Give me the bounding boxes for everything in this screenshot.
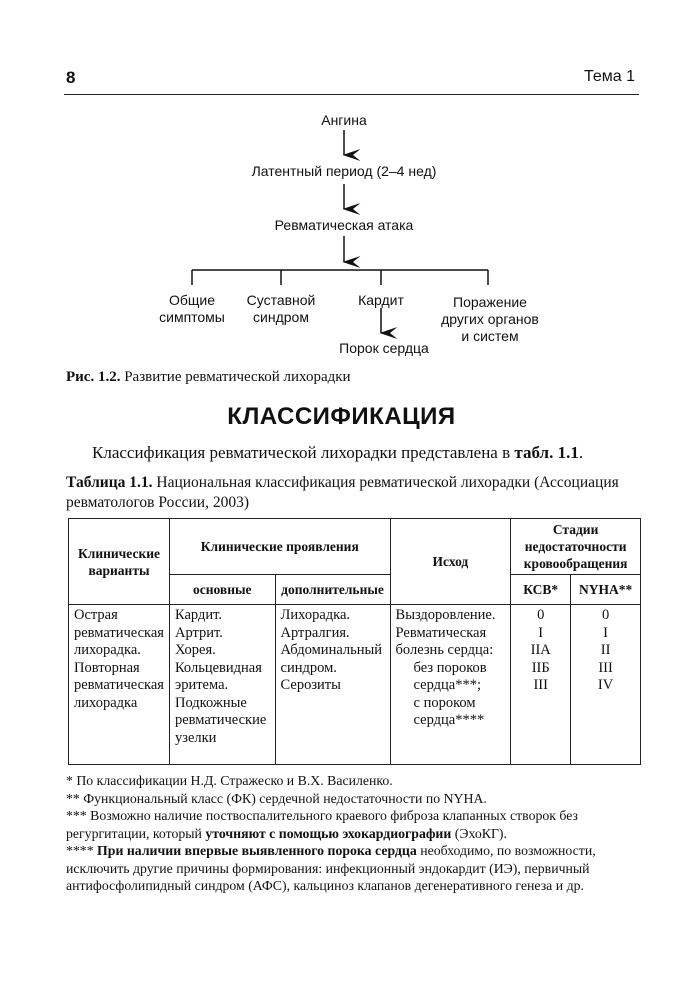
header-main: основные — [169, 575, 275, 605]
cell-line: Острая ревматическая лихорадка. — [74, 607, 164, 658]
cell-line: III — [598, 659, 613, 676]
diagram-arrows — [0, 0, 683, 370]
footnote-text: * По классификации Н.Д. Стражеско и В.Х. Василенко. — [66, 773, 393, 788]
header-stages: Стадии недостаточности кровообращения — [511, 519, 641, 575]
cell-line: Абдоминальный синдром. — [280, 642, 383, 676]
figure-text: Развитие ревматической лихорадки — [120, 369, 351, 385]
cell-nyha — [571, 605, 641, 765]
cell-line: без пороков сердца***; — [413, 659, 487, 693]
footnote-text: уточняют с помощью эхокардиографии — [205, 825, 452, 841]
cell-additional — [275, 605, 390, 765]
footnotes — [66, 772, 646, 895]
node-general-symptoms — [159, 292, 225, 326]
footnote — [66, 772, 646, 790]
line: и систем — [461, 328, 519, 344]
cell-line: Повторная ревматическая лихорадка — [74, 659, 164, 711]
cell-line: I — [538, 624, 544, 641]
cell-line: IV — [597, 677, 614, 693]
line: синдром — [253, 309, 309, 325]
running-header-topic: Тема 1 — [583, 68, 635, 85]
footnote — [66, 807, 646, 842]
node-rheumatic-attack: Ревматическая атака — [274, 217, 414, 233]
node-other-organs — [441, 294, 539, 345]
cell-line: Артралгия. — [280, 624, 350, 641]
header-outcome: Исход — [390, 519, 511, 605]
figure-label: Рис. 1.2. — [66, 369, 121, 385]
cell-line: II — [600, 642, 611, 658]
line: Общие — [168, 292, 216, 308]
header-additional: дополнительные — [275, 575, 390, 605]
intro-text: Классификация ревматической лихорадки представлена в — [92, 443, 515, 462]
section-title: КЛАССИФИКАЦИЯ — [227, 403, 456, 430]
cell-outcome — [390, 605, 511, 765]
header-variants: Клинические варианты — [69, 519, 170, 605]
footnote-text: **** — [66, 843, 98, 858]
table-reference: табл. 1.1 — [514, 443, 579, 462]
table-label: Таблица 1.1. — [66, 474, 153, 491]
intro-paragraph — [92, 443, 583, 463]
period: . — [578, 443, 584, 462]
cell-ksv — [511, 605, 571, 765]
node-latent-period: Латентный период (2–4 нед) — [251, 163, 437, 179]
footnote-text: (ЭхоКГ). — [451, 825, 507, 841]
header-ksv: КСВ* — [511, 575, 571, 605]
cell-line: I — [603, 624, 608, 641]
page-number: 8 — [66, 68, 76, 87]
cell-line: Кольцевидная эритема. — [174, 659, 262, 693]
cell-variants — [69, 605, 170, 765]
header-nyha: NYHA** — [571, 575, 641, 605]
cell-line: Артрит. — [174, 624, 223, 641]
cell-line: 0 — [537, 607, 545, 623]
header-manifestations: Клинические проявления — [169, 519, 390, 575]
node-angina: Ангина — [321, 112, 367, 128]
cell-line: III — [533, 677, 548, 693]
node-joint-syndrome — [247, 292, 316, 326]
line: симптомы — [159, 309, 225, 325]
footnote-text: *** Возможно наличие поствоспалительного краевого фиброза клапанных створок без регургитации, который — [66, 808, 578, 841]
footnote — [66, 842, 646, 895]
cell-line: IIБ — [531, 659, 550, 676]
cell-line: Выздоровление. — [395, 607, 496, 623]
line: Поражение — [453, 294, 527, 310]
node-carditis: Кардит — [358, 292, 404, 308]
line: других органов — [441, 311, 539, 327]
cell-line: с пороком сердца**** — [413, 694, 485, 728]
node-heart-defect: Порок сердца — [339, 340, 429, 356]
footnote-text: При наличии впервые выявленного порока сердца — [97, 843, 417, 858]
cell-line: Серозиты — [280, 677, 341, 693]
line: Суставной — [246, 292, 316, 308]
cell-line: IIА — [530, 642, 551, 658]
table-caption — [66, 473, 642, 513]
cell-line: 0 — [601, 607, 610, 623]
cell-line: Ревматическая болезнь сердца: — [395, 624, 494, 658]
cell-line: Хорея. — [174, 642, 216, 658]
cell-line: Кардит. — [174, 607, 222, 623]
footnote-text: ** Функциональный класс (ФК) сердечной недостаточности по NYHA. — [66, 790, 487, 806]
cell-line: Лихорадка. — [280, 607, 351, 623]
figure-caption — [66, 369, 351, 386]
footnote-text: необходимо, по возможности, исключить другие причины формирования: инфекционный эндокардит (ИЭ), первичный антифосфолипидный синдром (АФС), кальциноз клапанов дегенеративного генеза и др. — [66, 843, 596, 893]
footnote — [66, 790, 646, 808]
classification-table — [68, 518, 641, 765]
cell-line: Подкожные ревматические узелки — [174, 694, 267, 746]
cell-main — [169, 605, 275, 765]
table-row — [69, 605, 641, 765]
table-caption-text: Национальная классификация ревматической лихорадки (Ассоциация ревматологов России, 2003) — [66, 474, 619, 511]
